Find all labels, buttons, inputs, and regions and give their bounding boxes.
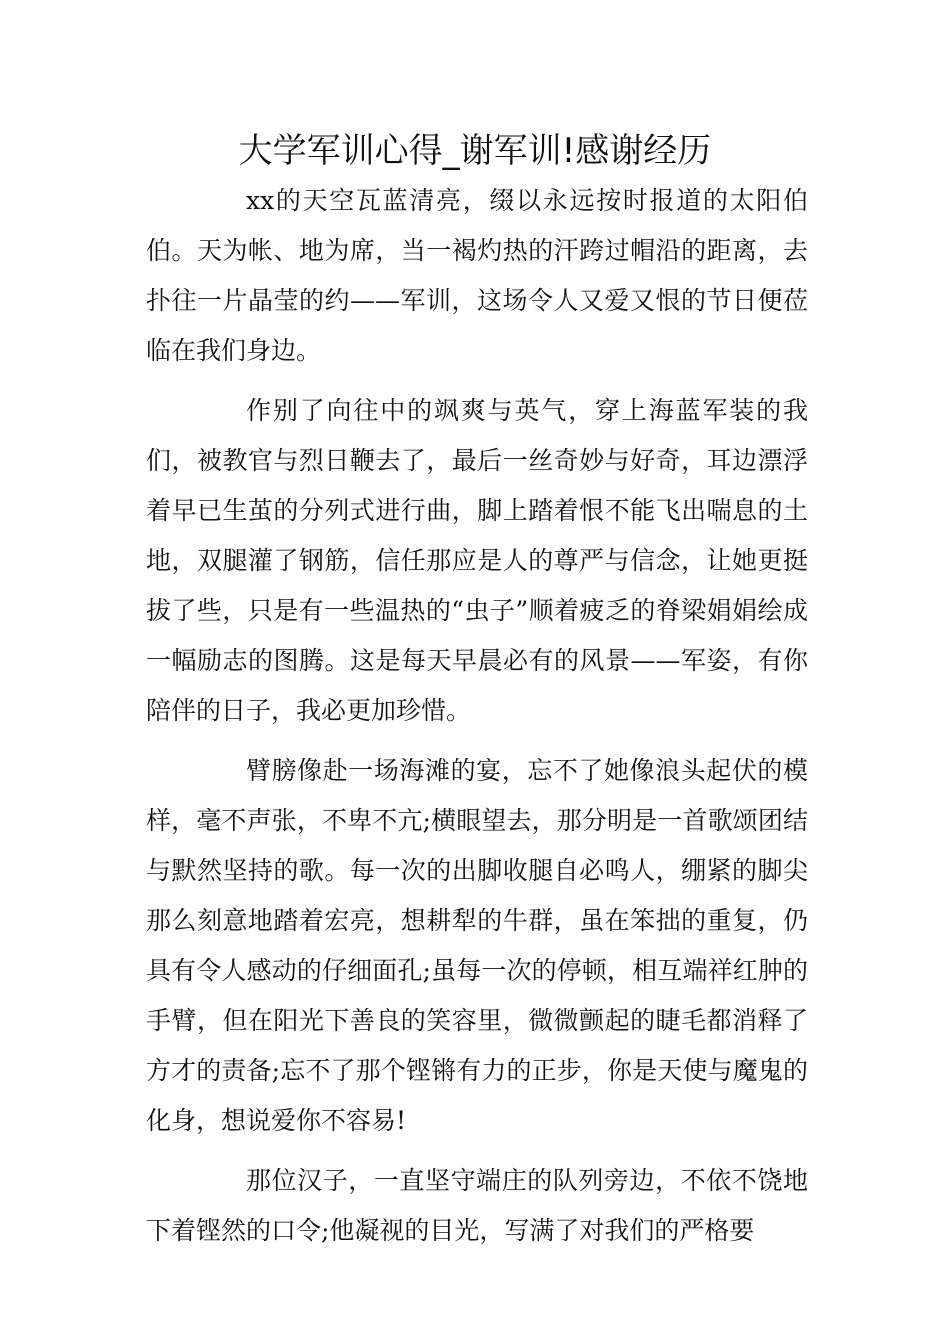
paragraph-3: 臂膀像赴一场海滩的宴，忘不了她像浪头起伏的模样，毫不声张，不卑不亢;横眼望去，那分明是一首歌颂团结与默然坚持的歌。每一次的出脚收腿自必鸣人，绷紧的脚尖那么刻意地踏着宏亮，想耕犁的牛群，虽在笨拙的重复，仍具有令人感动的仔细面孔;虽每一次的停顿，相互端祥红肿的手臂，但在阳光下善良的笑容里，微微颤起的睫毛都消释了方才的责备;忘不了那个铿锵有力的正步，你是天使与魔鬼的化身，想说爱你不容易! [146, 756, 808, 1135]
paragraph-4: 那位汉子，一直坚守端庄的队列旁边，不依不饶地下着铿然的口令;他凝视的目光，写满了对我们的严格要 [146, 1166, 808, 1245]
document-title: 大学军训心得_谢军训!感谢经历 [238, 131, 712, 171]
paragraph-1: xx的天空瓦蓝清亮，缀以永远按时报道的太阳伯伯。天为帐、地为席，当一褐灼热的汗跨过帽沿的距离，去扑往一片晶莹的约——军训，这场令人又爱又恨的节日便莅临在我们身边。 [146, 186, 808, 365]
document-body [146, 176, 808, 1256]
paragraph-2: 作别了向往中的飒爽与英气，穿上海蓝军装的我们，被教官与烈日鞭去了，最后一丝奇妙与好奇，耳边漂浮着早已生茧的分列式进行曲，脚上踏着恨不能飞出喘息的土地，双腿灌了钢筋，信任那应是人的尊严与信念，让她更挺拔了些，只是有一些温热的“虫子”顺着疲乏的脊梁娟娟绘成一幅励志的图腾。这是每天早晨必有的风景——军姿，有你陪伴的日子，我必更加珍惜。 [146, 396, 808, 725]
